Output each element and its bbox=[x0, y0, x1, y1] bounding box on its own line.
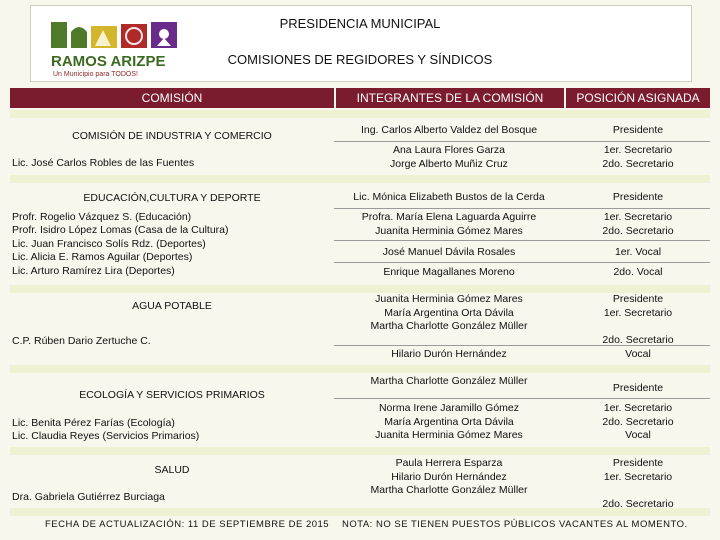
commission-member: Lic. Claudia Reyes (Servicios Primarios) bbox=[12, 430, 200, 442]
commission-member: Lic. Benita Pérez Farías (Ecología) bbox=[12, 417, 175, 429]
svg-text:RAMOS ARIZPE: RAMOS ARIZPE bbox=[51, 53, 166, 70]
column-header-position: POSICIÓN ASIGNADA bbox=[566, 88, 710, 108]
commission-title: ECOLOGÍA Y SERVICIOS PRIMARIOS bbox=[79, 389, 265, 401]
member-position: 1er. Vocal bbox=[614, 246, 662, 258]
row-divider bbox=[334, 240, 710, 241]
commission-title: COMISIÓN DE INDUSTRIA Y COMERCIO bbox=[72, 130, 272, 142]
commission-member: C.P. Rúben Dario Zertuche C. bbox=[12, 335, 151, 347]
member-position: Presidente bbox=[612, 191, 664, 203]
commission-member: Profr. Rogelio Vázquez S. (Educación) bbox=[12, 211, 192, 223]
svg-text:Un Municipio para TODOS!: Un Municipio para TODOS! bbox=[53, 71, 138, 78]
member-name: Enrique Magallanes Moreno bbox=[383, 266, 515, 278]
member-name: Paula Herrera Esparza Hilario Durón Hernández Martha Charlotte González Müller bbox=[370, 457, 528, 496]
member-name: Hilario Durón Hernández bbox=[391, 348, 507, 360]
commission-member: Lic. Juan Francisco Solís Rdz. (Deportes) bbox=[12, 238, 206, 250]
member-name: Juanita Herminia Gómez Mares María Argentina Orta Dávila Martha Charlotte González Müller bbox=[370, 293, 528, 332]
separator-band bbox=[10, 175, 710, 183]
footer-updated: FECHA DE ACTUALIZACIÓN: 11 DE SEPTIEMBRE DE 2015 bbox=[45, 519, 330, 530]
footer-note: NOTA: NO SE TIENEN PUESTOS PÚBLICOS VACANTES AL MOMENTO. bbox=[342, 519, 688, 530]
commission-member: Dra. Gabriela Gutiérrez Burciaga bbox=[12, 491, 165, 503]
member-position: 2do. Vocal bbox=[613, 266, 663, 278]
row-divider bbox=[334, 208, 710, 209]
commission-member: Lic. Arturo Ramírez Lira (Deportes) bbox=[12, 265, 175, 277]
commission-member: Lic. José Carlos Robles de las Fuentes bbox=[12, 157, 195, 169]
row-divider bbox=[334, 398, 710, 399]
member-position: Presidente 1er. Secretario 2do. Secretario bbox=[602, 293, 674, 346]
member-name: Ing. Carlos Alberto Valdez del Bosque bbox=[360, 124, 538, 136]
member-name: Ana Laura Flores Garza Jorge Alberto Muñiz Cruz bbox=[390, 144, 508, 170]
member-name: Norma Irene Jaramillo Gómez María Argentina Orta Dávila Juanita Herminia Gómez Mares bbox=[375, 402, 523, 441]
row-divider bbox=[334, 262, 710, 263]
separator-band bbox=[10, 447, 710, 455]
member-name: José Manuel Dávila Rosales bbox=[382, 246, 516, 258]
commission-title: EDUCACIÓN,CULTURA Y DEPORTE bbox=[83, 192, 261, 204]
member-position: 1er. Secretario 2do. Secretario bbox=[602, 144, 674, 170]
member-position: Presidente bbox=[612, 124, 664, 136]
commission-member: Profr. Isidro López Lomas (Casa de la Cultura) bbox=[12, 224, 229, 236]
member-name: Lic. Mónica Elizabeth Bustos de la Cerda bbox=[353, 191, 545, 203]
member-position: 1er. Secretario 2do. Secretario Vocal bbox=[602, 402, 674, 441]
member-position: Presidente bbox=[612, 382, 664, 394]
commission-member: Lic. Alicia E. Ramos Aguilar (Deportes) bbox=[12, 251, 193, 263]
commission-title: AGUA POTABLE bbox=[132, 300, 212, 312]
member-position: Presidente 1er. Secretario 2do. Secretario bbox=[602, 457, 674, 510]
row-divider bbox=[334, 141, 710, 142]
member-name: Profra. María Elena Laguarda Aguirre Juanita Herminia Gómez Mares bbox=[361, 211, 537, 237]
separator-band bbox=[10, 285, 710, 293]
page-title: PRESIDENCIA MUNICIPAL bbox=[279, 16, 441, 31]
separator-band bbox=[10, 110, 710, 118]
page-subtitle: COMISIONES DE REGIDORES Y SÍNDICOS bbox=[227, 52, 493, 67]
column-header-members: INTEGRANTES DE LA COMISIÓN bbox=[336, 88, 564, 108]
member-position: 1er. Secretario 2do. Secretario bbox=[602, 211, 674, 237]
member-position: Vocal bbox=[625, 348, 651, 360]
commission-title: SALUD bbox=[154, 464, 190, 476]
separator-band bbox=[10, 365, 710, 373]
column-header-commission: COMISIÓN bbox=[10, 88, 334, 108]
member-name: Martha Charlotte González Müller bbox=[370, 375, 528, 387]
